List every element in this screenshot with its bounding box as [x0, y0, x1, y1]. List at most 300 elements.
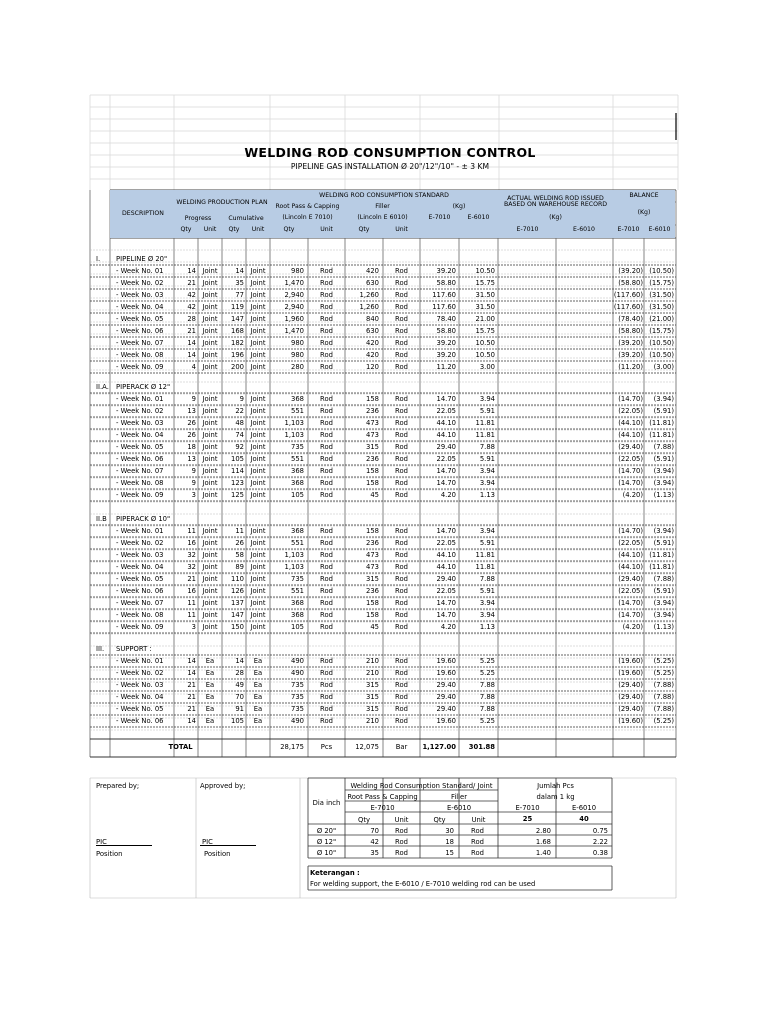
std-cell: Rod: [471, 838, 484, 846]
cell-rp-qty: 551: [291, 407, 304, 415]
pic-2: PIC: [202, 838, 213, 846]
cell-rp-unit: Rod: [320, 657, 333, 665]
pcs-e6010-value: 40: [579, 815, 589, 823]
cell-f-unit: Rod: [395, 551, 408, 559]
std-unit-2: Unit: [471, 816, 486, 824]
cell-rp-unit: Rod: [320, 267, 333, 275]
cell-f-qty: 120: [366, 363, 379, 371]
cell-cum-qty: 182: [231, 339, 244, 347]
cell-bal-7010: (14.70): [618, 599, 643, 607]
cell-bal-7010: (22.05): [618, 539, 643, 547]
cell-desc: - Week No. 03: [116, 419, 164, 427]
section-title: PIPERACK Ø 12": [116, 383, 171, 391]
cell-desc: - Week No. 05: [116, 575, 164, 583]
cell-rp-qty: 735: [291, 443, 304, 451]
header-qty-2: Qty: [228, 226, 240, 234]
cell-kg-7010: 29.40: [436, 705, 456, 713]
cell-cum-qty: 11: [235, 527, 244, 535]
cell-bal-6010: (15.75): [649, 327, 674, 335]
cell-cum-unit: Joint: [250, 267, 266, 275]
header-actual: ACTUAL WELDING ROD ISSUED BASED ON WAREHOUSE RECORD: [503, 194, 608, 208]
cell-f-unit: Rod: [395, 539, 408, 547]
header-lincoln-6010: (Lincoln E 6010): [357, 214, 408, 222]
cell-bal-7010: (22.05): [618, 455, 643, 463]
cell-kg-6010: 3.94: [479, 527, 495, 535]
cell-rp-qty: 1,470: [284, 327, 304, 335]
cell-bal-7010: (14.70): [618, 395, 643, 403]
std-cell: 1.40: [535, 849, 551, 857]
cell-cum-unit: Joint: [250, 395, 266, 403]
cell-kg-7010: 117.60: [432, 303, 456, 311]
cell-rp-unit: Rod: [320, 563, 333, 571]
cell-bal-6010: (5.25): [653, 669, 674, 677]
std-joint-header: Welding Rod Consumption Standard/ Joint: [350, 782, 493, 790]
cell-prog-unit: Ea: [205, 669, 215, 677]
cell-cum-unit: Joint: [250, 587, 266, 595]
section-title: PIPERACK Ø 10": [116, 515, 171, 523]
cell-bal-6010: (5.25): [653, 717, 674, 725]
cell-cum-qty: 126: [231, 587, 244, 595]
header-e6010: E-6010: [467, 214, 490, 222]
dia-inch-label: Dia inch: [312, 799, 341, 807]
cell-bal-7010: (4.20): [622, 491, 643, 499]
std-e7010: E-7010: [370, 804, 395, 812]
cell-kg-6010: 5.91: [479, 539, 495, 547]
cell-bal-6010: (3.00): [653, 363, 674, 371]
cell-bal-7010: (44.10): [618, 551, 643, 559]
cell-f-qty: 158: [366, 527, 379, 535]
cell-rp-unit: Rod: [320, 339, 333, 347]
header-actual-e7010: E-7010: [516, 226, 539, 234]
cell-bal-6010: (7.88): [653, 575, 674, 583]
cell-rp-unit: Rod: [320, 705, 333, 713]
cell-kg-7010: 19.60: [436, 657, 456, 665]
cell-bal-6010: (5.91): [653, 587, 674, 595]
cell-cum-qty: 137: [231, 599, 244, 607]
cell-f-qty: 236: [366, 407, 379, 415]
cell-kg-6010: 5.91: [479, 455, 495, 463]
section-title: SUPPORT :: [116, 645, 152, 653]
cell-cum-unit: Ea: [253, 693, 263, 701]
cell-prog-qty: 11: [187, 599, 196, 607]
cell-desc: - Week No. 09: [116, 363, 164, 371]
cell-cum-unit: Joint: [250, 419, 266, 427]
std-e6010: E-6010: [446, 804, 472, 812]
cell-kg-6010: 15.75: [475, 327, 495, 335]
cell-f-qty: 840: [366, 315, 379, 323]
cell-kg-6010: 7.88: [479, 705, 495, 713]
cell-kg-7010: 29.40: [436, 443, 456, 451]
header-standard: WELDING ROD CONSUMPTION STANDARD: [319, 192, 449, 200]
prepared-by: Prepared by;: [96, 782, 140, 790]
cell-desc: - Week No. 06: [116, 717, 164, 725]
cell-bal-7010: (39.20): [618, 267, 643, 275]
cell-f-qty: 315: [366, 693, 379, 701]
cell-cum-unit: Joint: [250, 599, 266, 607]
cell-rp-unit: Rod: [320, 395, 333, 403]
cell-rp-qty: 980: [291, 339, 304, 347]
cell-cum-unit: Joint: [250, 363, 266, 371]
cell-kg-7010: 29.40: [436, 681, 456, 689]
cell-f-qty: 158: [366, 467, 379, 475]
cell-prog-qty: 21: [187, 575, 196, 583]
cell-rp-unit: Rod: [320, 551, 333, 559]
header-qty-1: Qty: [180, 226, 192, 234]
cell-rp-qty: 368: [291, 599, 304, 607]
cell-cum-qty: 114: [231, 467, 244, 475]
cell-cum-qty: 119: [231, 303, 244, 311]
cell-f-unit: Rod: [395, 419, 408, 427]
cell-bal-7010: (29.40): [618, 693, 643, 701]
cell-kg-6010: 31.50: [475, 291, 495, 299]
total-kg-6010: 301.88: [468, 743, 495, 751]
cell-f-qty: 315: [366, 681, 379, 689]
cell-kg-7010: 39.20: [436, 339, 456, 347]
cell-prog-qty: 11: [187, 611, 196, 619]
cell-kg-6010: 7.88: [479, 681, 495, 689]
cell-prog-qty: 26: [187, 431, 196, 439]
cell-cum-unit: Joint: [250, 279, 266, 287]
cell-cum-unit: Ea: [253, 705, 263, 713]
cell-kg-7010: 58.80: [436, 327, 456, 335]
cell-f-qty: 158: [366, 479, 379, 487]
cell-cum-qty: 196: [231, 351, 244, 359]
cell-desc: - Week No. 04: [116, 693, 164, 701]
cell-cum-unit: Joint: [250, 351, 266, 359]
cell-rp-qty: 1,470: [284, 279, 304, 287]
cell-desc: - Week No. 03: [116, 291, 164, 299]
cell-f-qty: 158: [366, 611, 379, 619]
cell-rp-qty: 490: [291, 657, 304, 665]
cell-f-qty: 420: [366, 339, 379, 347]
cell-desc: - Week No. 09: [116, 491, 164, 499]
cell-prog-unit: Joint: [202, 563, 218, 571]
cell-cum-qty: 28: [235, 669, 244, 677]
total-label: TOTAL: [168, 743, 193, 751]
cell-bal-7010: (44.10): [618, 563, 643, 571]
cell-f-qty: 473: [366, 551, 379, 559]
cell-desc: - Week No. 07: [116, 467, 164, 475]
keterangan-note: For welding support, the E-6010 / E-7010 welding rod can be used: [310, 880, 536, 888]
cell-f-qty: 236: [366, 539, 379, 547]
header-balance: BALANCE: [629, 192, 659, 200]
pcs-e7010-label: E-7010: [515, 804, 540, 812]
cell-cum-qty: 26: [235, 539, 244, 547]
std-cell: Rod: [395, 838, 408, 846]
cell-prog-unit: Ea: [205, 693, 215, 701]
cell-kg-7010: 44.10: [436, 431, 456, 439]
cell-rp-unit: Rod: [320, 491, 333, 499]
cell-rp-unit: Rod: [320, 587, 333, 595]
cell-cum-unit: Ea: [253, 669, 263, 677]
cell-desc: - Week No. 09: [116, 623, 164, 631]
cell-bal-6010: (3.94): [653, 611, 674, 619]
cell-prog-qty: 28: [187, 315, 196, 323]
cell-prog-unit: Joint: [202, 315, 218, 323]
cell-kg-6010: 3.94: [479, 599, 495, 607]
cell-prog-unit: Joint: [202, 279, 218, 287]
cell-rp-qty: 2,940: [284, 303, 304, 311]
std-cell: 30: [445, 827, 454, 835]
cell-f-unit: Rod: [395, 291, 408, 299]
cell-kg-7010: 19.60: [436, 717, 456, 725]
dalam-1kg: dalam 1 kg: [536, 793, 575, 801]
cell-kg-7010: 14.70: [436, 599, 456, 607]
cell-prog-unit: Joint: [202, 551, 218, 559]
cell-kg-6010: 3.00: [479, 363, 495, 371]
cell-kg-6010: 7.88: [479, 443, 495, 451]
cell-bal-7010: (22.05): [618, 407, 643, 415]
cell-prog-qty: 26: [187, 419, 196, 427]
cell-cum-unit: Joint: [250, 479, 266, 487]
cell-kg-6010: 1.13: [479, 623, 495, 631]
cell-kg-7010: 29.40: [436, 693, 456, 701]
cell-prog-unit: Ea: [205, 717, 215, 725]
header-balance-e7010: E-7010: [617, 226, 640, 234]
cell-cum-unit: Ea: [253, 657, 263, 665]
cell-f-qty: 45: [370, 491, 379, 499]
cell-rp-qty: 735: [291, 681, 304, 689]
cell-prog-unit: Ea: [205, 681, 215, 689]
cell-kg-6010: 11.81: [475, 551, 495, 559]
cell-kg-6010: 3.94: [479, 611, 495, 619]
cell-rp-qty: 368: [291, 395, 304, 403]
cell-f-unit: Rod: [395, 455, 408, 463]
cell-rp-qty: 368: [291, 527, 304, 535]
cell-cum-qty: 9: [239, 395, 244, 403]
cell-desc: - Week No. 06: [116, 587, 164, 595]
cell-bal-7010: (4.20): [622, 623, 643, 631]
cell-cum-qty: 74: [235, 431, 244, 439]
cell-f-unit: Rod: [395, 693, 408, 701]
cell-bal-6010: (10.50): [649, 339, 674, 347]
cell-bal-7010: (44.10): [618, 431, 643, 439]
cell-bal-6010: (5.91): [653, 407, 674, 415]
cell-bal-7010: (19.60): [618, 669, 643, 677]
std-cell: 42: [370, 838, 379, 846]
cell-prog-qty: 14: [187, 339, 196, 347]
cell-rp-unit: Rod: [320, 443, 333, 451]
header-balance-e6010: E-6010: [648, 226, 671, 234]
cell-prog-qty: 42: [187, 303, 196, 311]
cell-cum-unit: Joint: [250, 443, 266, 451]
cell-rp-unit: Rod: [320, 291, 333, 299]
cell-prog-qty: 14: [187, 351, 196, 359]
cell-rp-unit: Rod: [320, 669, 333, 677]
cell-cum-unit: Joint: [250, 303, 266, 311]
cell-rp-unit: Rod: [320, 279, 333, 287]
cell-prog-unit: Joint: [202, 363, 218, 371]
cell-desc: - Week No. 01: [116, 267, 164, 275]
cell-prog-qty: 3: [191, 491, 196, 499]
cell-bal-7010: (14.70): [618, 479, 643, 487]
header-unit-4: Unit: [395, 226, 408, 234]
cell-cum-qty: 105: [231, 455, 244, 463]
cell-cum-qty: 200: [231, 363, 244, 371]
cell-prog-unit: Joint: [202, 327, 218, 335]
cell-bal-7010: (58.80): [618, 327, 643, 335]
cell-bal-7010: (11.20): [618, 363, 643, 371]
approved-by: Approved by;: [200, 782, 246, 790]
cell-cum-unit: Joint: [250, 575, 266, 583]
cell-prog-qty: 14: [187, 267, 196, 275]
cell-f-unit: Rod: [395, 267, 408, 275]
cell-bal-7010: (78.40): [618, 315, 643, 323]
cell-rp-unit: Rod: [320, 303, 333, 311]
cell-kg-7010: 39.20: [436, 267, 456, 275]
cell-prog-qty: 16: [187, 539, 196, 547]
cell-rp-qty: 280: [291, 363, 304, 371]
cell-desc: - Week No. 03: [116, 551, 164, 559]
header-unit-2: Unit: [251, 226, 265, 234]
std-cell: 18: [445, 838, 454, 846]
cell-prog-qty: 4: [191, 363, 196, 371]
pic-1: PIC: [96, 838, 107, 846]
cell-desc: - Week No. 02: [116, 539, 164, 547]
cell-desc: - Week No. 08: [116, 351, 164, 359]
cell-kg-6010: 5.91: [479, 407, 495, 415]
cell-bal-6010: (5.25): [653, 657, 674, 665]
cell-cum-qty: 48: [235, 419, 244, 427]
cell-cum-qty: 14: [235, 267, 244, 275]
cell-bal-6010: (7.88): [653, 681, 674, 689]
cell-desc: - Week No. 04: [116, 303, 164, 311]
cell-bal-6010: (31.50): [649, 291, 674, 299]
header-balance-kg: (Kg): [637, 208, 651, 216]
cell-bal-6010: (11.81): [649, 551, 674, 559]
header-e7010: E-7010: [428, 214, 451, 222]
cell-bal-6010: (7.88): [653, 693, 674, 701]
cell-kg-7010: 44.10: [436, 551, 456, 559]
cell-f-unit: Rod: [395, 327, 408, 335]
cell-kg-7010: 29.40: [436, 575, 456, 583]
cell-rp-unit: Rod: [320, 693, 333, 701]
cell-desc: - Week No. 04: [116, 431, 164, 439]
cell-kg-7010: 14.70: [436, 467, 456, 475]
cell-cum-unit: Joint: [250, 491, 266, 499]
cell-desc: - Week No. 07: [116, 339, 164, 347]
cell-cum-qty: 89: [235, 563, 244, 571]
cell-desc: - Week No. 05: [116, 443, 164, 451]
cell-prog-qty: 14: [187, 717, 196, 725]
cell-cum-unit: Joint: [250, 551, 266, 559]
cell-kg-6010: 3.94: [479, 395, 495, 403]
cell-kg-7010: 44.10: [436, 563, 456, 571]
cell-rp-unit: Rod: [320, 575, 333, 583]
cell-prog-unit: Joint: [202, 267, 218, 275]
cell-cum-unit: Joint: [250, 527, 266, 535]
cell-bal-6010: (5.91): [653, 539, 674, 547]
cell-prog-qty: 13: [187, 455, 196, 463]
cell-prog-unit: Joint: [202, 491, 218, 499]
cell-cum-unit: Joint: [250, 291, 266, 299]
cell-bal-6010: (21.00): [649, 315, 674, 323]
cell-desc: - Week No. 08: [116, 479, 164, 487]
cell-bal-6010: (15.75): [649, 279, 674, 287]
cell-bal-7010: (29.40): [618, 681, 643, 689]
cell-rp-qty: 1,103: [284, 563, 304, 571]
cell-bal-6010: (1.13): [653, 623, 674, 631]
cell-rp-qty: 1,103: [284, 551, 304, 559]
cell-f-qty: 210: [366, 717, 379, 725]
cell-cum-unit: Joint: [250, 623, 266, 631]
cell-kg-7010: 14.70: [436, 395, 456, 403]
cell-cum-qty: 91: [235, 705, 244, 713]
cell-bal-6010: (10.50): [649, 351, 674, 359]
cell-cum-unit: Joint: [250, 339, 266, 347]
cell-kg-7010: 14.70: [436, 611, 456, 619]
cell-desc: - Week No. 05: [116, 705, 164, 713]
cell-desc: - Week No. 02: [116, 279, 164, 287]
cell-prog-qty: 9: [191, 395, 196, 403]
cell-cum-unit: Joint: [250, 315, 266, 323]
cell-rp-unit: Rod: [320, 419, 333, 427]
cell-f-qty: 630: [366, 327, 379, 335]
cell-rp-unit: Rod: [320, 467, 333, 475]
total-f-unit: Bar: [395, 743, 408, 751]
cell-desc: - Week No. 04: [116, 563, 164, 571]
cell-cum-qty: 77: [235, 291, 244, 299]
cell-rp-unit: Rod: [320, 539, 333, 547]
cell-prog-qty: 3: [191, 623, 196, 631]
cell-rp-unit: Rod: [320, 315, 333, 323]
cell-prog-qty: 21: [187, 681, 196, 689]
cell-f-unit: Rod: [395, 431, 408, 439]
header-root-pass: Root Pass & Capping: [275, 203, 340, 211]
cell-desc: - Week No. 02: [116, 407, 164, 415]
cell-bal-7010: (29.40): [618, 575, 643, 583]
header-progress: Progress: [184, 215, 212, 223]
cell-bal-7010: (22.05): [618, 587, 643, 595]
cell-f-qty: 1,260: [359, 291, 379, 299]
std-cell: 2.80: [535, 827, 551, 835]
header-welding-plan: WELDING PRODUCTION PLAN: [176, 198, 268, 206]
cell-rp-qty: 490: [291, 717, 304, 725]
cell-prog-unit: Joint: [202, 431, 218, 439]
cell-prog-unit: Joint: [202, 467, 218, 475]
cell-cum-unit: Ea: [253, 681, 263, 689]
position-2: Position: [204, 850, 231, 858]
cell-prog-qty: 18: [187, 443, 196, 451]
cell-rp-unit: Rod: [320, 455, 333, 463]
std-cell: 0.38: [592, 849, 608, 857]
cell-cum-qty: 70: [235, 693, 244, 701]
cell-prog-qty: 32: [187, 563, 196, 571]
cell-prog-unit: Joint: [202, 291, 218, 299]
cell-bal-7010: (29.40): [618, 705, 643, 713]
cell-f-unit: Rod: [395, 575, 408, 583]
cell-kg-7010: 22.05: [436, 587, 456, 595]
cell-cum-qty: 123: [231, 479, 244, 487]
cell-f-qty: 473: [366, 419, 379, 427]
signature-line-2: [200, 845, 256, 846]
cell-rp-unit: Rod: [320, 479, 333, 487]
cell-rp-qty: 551: [291, 539, 304, 547]
cell-prog-unit: Joint: [202, 623, 218, 631]
header-qty-4: Qty: [358, 226, 370, 234]
cell-kg-7010: 22.05: [436, 455, 456, 463]
cell-prog-unit: Joint: [202, 395, 218, 403]
cell-bal-6010: (3.94): [653, 467, 674, 475]
cell-kg-7010: 14.70: [436, 527, 456, 535]
cell-f-unit: Rod: [395, 681, 408, 689]
cell-rp-unit: Rod: [320, 407, 333, 415]
header-unit-3: Unit: [320, 226, 333, 234]
cell-kg-6010: 7.88: [479, 693, 495, 701]
header-kg: (Kg): [452, 203, 466, 211]
cell-kg-6010: 15.75: [475, 279, 495, 287]
cell-f-unit: Rod: [395, 657, 408, 665]
